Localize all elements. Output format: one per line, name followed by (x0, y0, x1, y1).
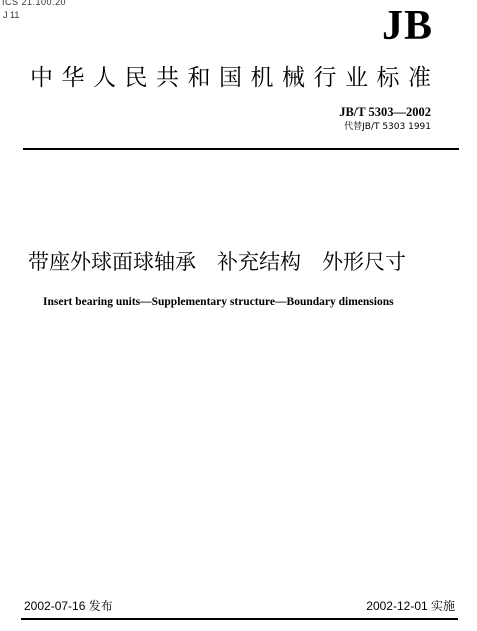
document-title-chinese: 带座外球面球轴承 补充结构 外形尺寸 (28, 250, 406, 274)
document-title-english: Insert bearing units—Supplementary structure—Boundary dimensions (43, 296, 394, 308)
footer-divider (21, 618, 458, 620)
ics-code: ICS 21.100.20 (2, 0, 67, 7)
header-divider (23, 148, 459, 150)
issue-date: 2002-07-16 发布 (24, 599, 113, 613)
replaces-standard: 代替JB/T 5303 1991 (344, 122, 431, 132)
ccs-code: J 11 (3, 10, 20, 20)
jb-logo: JB (381, 3, 433, 49)
standard-number: JB/T 5303—2002 (339, 105, 431, 119)
standard-category-title: 中华人民共和国机械行业标准 (30, 65, 440, 91)
implementation-date: 2002-12-01 实施 (366, 599, 455, 613)
